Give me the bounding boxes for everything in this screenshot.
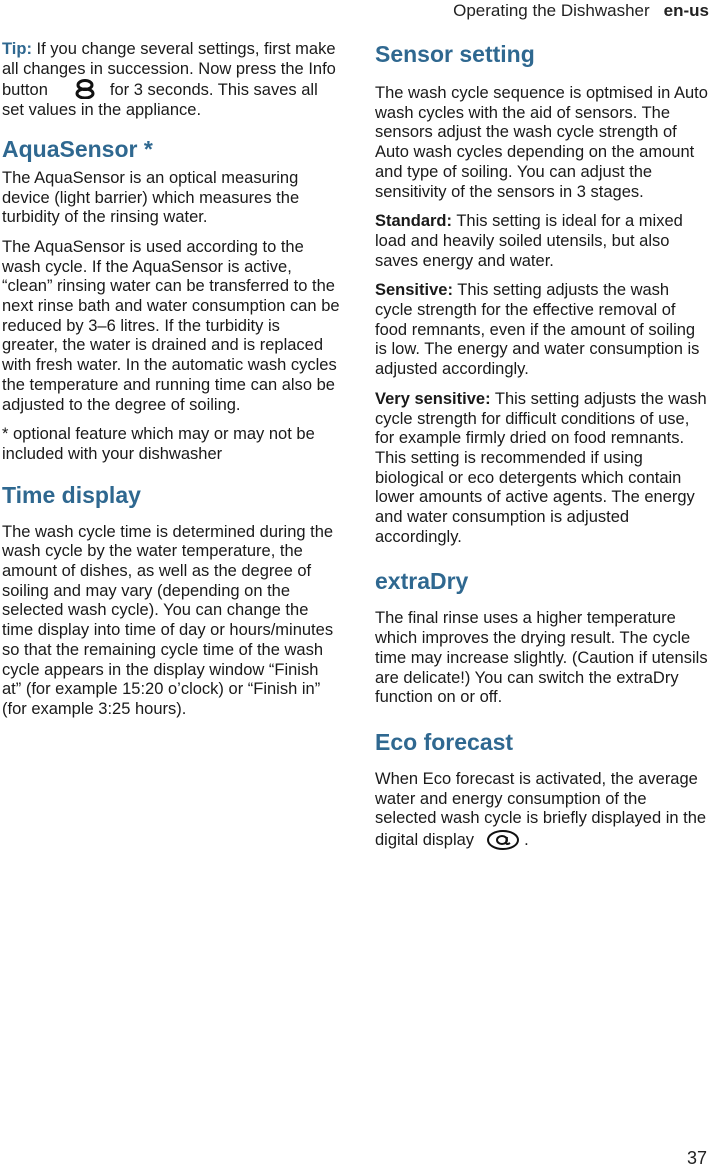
tip-text-2: for 3 seconds. This saves all set values in the appliance. bbox=[2, 81, 318, 120]
aquasensor-p1: The AquaSensor is an optical measuring device (light barrier) which measures the turbidity of the rinsing water. bbox=[2, 168, 300, 227]
eco-forecast-title: Eco forecast bbox=[375, 728, 514, 755]
page-number: 37 bbox=[686, 1148, 707, 1168]
aquasensor-title: AquaSensor * bbox=[2, 135, 153, 162]
time-display-title: Time display bbox=[2, 481, 141, 508]
tip-text-1: If you change several settings, first make all changes in succession. Now press the Info button bbox=[2, 40, 336, 100]
sensor-sensitive bbox=[375, 281, 709, 380]
eco-forecast-text: When Eco forecast is activated, the average water and energy consumption of the selected wash cycle is briefly displayed in the digital display bbox=[375, 769, 707, 850]
header-lang: en-us bbox=[663, 1, 709, 20]
sensor-very-sensitive bbox=[375, 390, 709, 548]
page-header bbox=[453, 0, 709, 22]
time-display-p1: The wash cycle time is determined during the wash cycle by the water temperature, the amount of dishes, as well as the degree of soiling and may vary (depending on the selected wash cycle). You can change the time display into time of day or hours/minutes so that the remaining cycle time of the wash cycle appears in the display window “Finish at” (for example 15:20 o’clock) or “Finish in” (for example 3:25 hours). bbox=[2, 522, 334, 718]
sensor-standard bbox=[375, 212, 709, 271]
standard-label: Standard: bbox=[375, 212, 453, 231]
eco-forecast-end: . bbox=[524, 831, 529, 850]
sensor-p1: The wash cycle sequence is optmised in Auto wash cycles with the aid of sensors. The sensors adjust the wash cycle strength of Auto wash cycles depending on the amount and type of soiling. You can adjust the sensitivity of the sensors in 3 stages. bbox=[375, 84, 708, 201]
extradry-title: extraDry bbox=[375, 568, 469, 595]
tip-label: Tip: bbox=[2, 40, 32, 58]
eco-forecast-p1 bbox=[375, 770, 709, 851]
sensor-setting-title: Sensor setting bbox=[375, 41, 535, 67]
left-column bbox=[2, 40, 340, 730]
very-sensitive-text: This setting adjusts the wash cycle strength for difficult conditions of use, for example firmly dried on food remnants. This setting is recommended if using biological or eco detergents which contain lower amounts of active agents. The energy and water consumption is adjusted accordingly. bbox=[375, 389, 707, 546]
info-button-icon bbox=[70, 79, 100, 99]
sensitive-label: Sensitive: bbox=[375, 281, 453, 300]
right-column bbox=[375, 40, 709, 861]
aquasensor-p2: The AquaSensor is used according to the wash cycle. If the AquaSensor is active, “clean” rinsing water can be transferred to the next rinse bath and water consumption can be reduced by 3–6 litres. If the turbidity is greater, the water is drained and is replaced with fresh water. In the automatic wash cycles the temperature and running time can also be adjusted to the degree of soiling. bbox=[2, 237, 340, 414]
eco-forecast-icon bbox=[486, 829, 520, 851]
extradry-p1: The final rinse uses a higher temperature which improves the drying result. The cycle time may increase slightly. (Caution if utensils are delicate!) You can switch the extraDry function on or off. bbox=[375, 609, 708, 707]
aquasensor-note: * optional feature which may or may not be included with your dishwasher bbox=[2, 425, 315, 463]
standard-text: This setting is ideal for a mixed load and heavily soiled utensils, but also saves energy and water. bbox=[375, 212, 683, 270]
tip-paragraph bbox=[2, 40, 340, 121]
very-sensitive-label: Very sensitive: bbox=[375, 389, 491, 408]
header-section: Operating the Dishwasher bbox=[453, 1, 650, 20]
sensitive-text: This setting adjusts the wash cycle strength for the effective removal of food remnants, even if the amount of soiling is low. The energy and water consumption is adjusted accordingly. bbox=[375, 281, 700, 379]
